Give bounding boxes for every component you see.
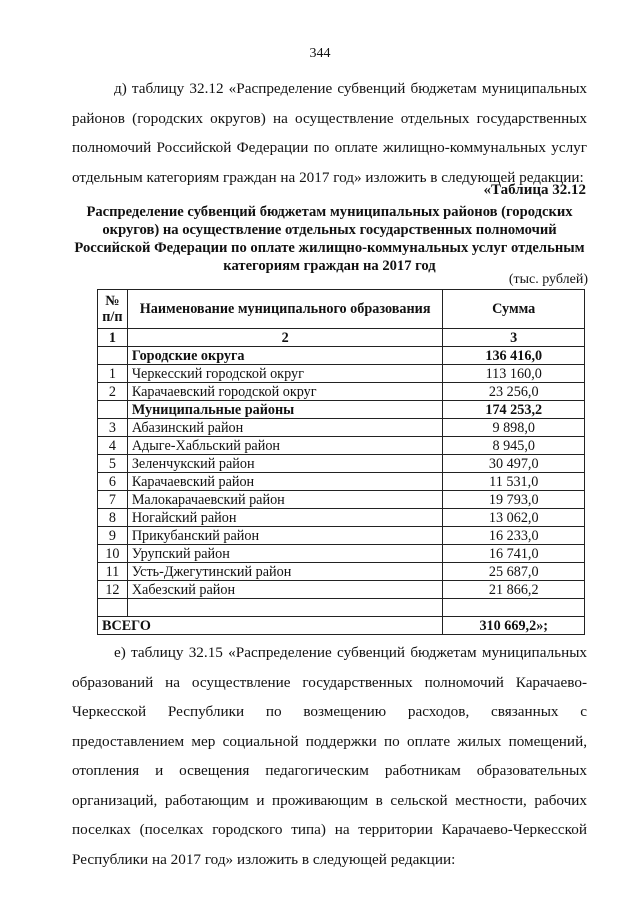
table-row bbox=[98, 509, 585, 527]
row-name: Малокарачаевский район bbox=[127, 491, 443, 509]
row-sum: 16 741,0 bbox=[443, 545, 585, 563]
row-sum: 25 687,0 bbox=[443, 563, 585, 581]
row-name: Хабезский район bbox=[127, 581, 443, 599]
table-row bbox=[98, 491, 585, 509]
header-name: Наименование муниципального образования bbox=[127, 290, 443, 329]
column-numbers-row bbox=[98, 329, 585, 347]
total-label: ВСЕГО bbox=[98, 617, 443, 635]
table-row bbox=[98, 527, 585, 545]
row-sum: 21 866,2 bbox=[443, 581, 585, 599]
row-name: Карачаевский район bbox=[127, 473, 443, 491]
row-sum: 13 062,0 bbox=[443, 509, 585, 527]
row-number: 8 bbox=[98, 509, 128, 527]
group-sum: 174 253,2 bbox=[443, 401, 585, 419]
row-sum: 19 793,0 bbox=[443, 491, 585, 509]
row-name: Ногайский район bbox=[127, 509, 443, 527]
row-number: 11 bbox=[98, 563, 128, 581]
total-row bbox=[98, 617, 585, 635]
units-label: (тыс. рублей) bbox=[508, 272, 588, 287]
row-number: 2 bbox=[98, 383, 128, 401]
row-sum: 113 160,0 bbox=[443, 365, 585, 383]
intro-paragraph: д) таблицу 32.12 «Распределение субвенций бюджетам муниципальных районов (городских округов) на осуществление отдельных государственных полномочий Российской Федерации по оплате жилищно-коммунальных услуг отдельным категориям граждан на 2017 год» изложить в следующей редакции: bbox=[72, 80, 587, 186]
row-sum: 11 531,0 bbox=[443, 473, 585, 491]
table-row bbox=[98, 473, 585, 491]
group-row-districts bbox=[98, 401, 585, 419]
row-name: Усть-Джегутинский район bbox=[127, 563, 443, 581]
table-header-row bbox=[98, 290, 585, 329]
row-name: Абазинский район bbox=[127, 419, 443, 437]
table-title: Распределение субвенций бюджетам муниципальных районов (городских округов) на осуществление отдельных государственных полномочий Российской Федерации по оплате жилищно-коммунальных услуг отдельным категориям граждан на 2017 год bbox=[74, 204, 585, 274]
row-number: 4 bbox=[98, 437, 128, 455]
table-row bbox=[98, 563, 585, 581]
group-sum: 136 416,0 bbox=[443, 347, 585, 365]
row-number: 1 bbox=[98, 365, 128, 383]
header-number: № п/п bbox=[98, 290, 128, 329]
row-number: 12 bbox=[98, 581, 128, 599]
row-name: Урупский район bbox=[127, 545, 443, 563]
column-number-1: 1 bbox=[98, 329, 128, 347]
table-row bbox=[98, 383, 585, 401]
blank-row bbox=[98, 599, 585, 617]
column-number-3: 3 bbox=[443, 329, 585, 347]
table-row bbox=[98, 419, 585, 437]
table-caption: «Таблица 32.12 bbox=[483, 182, 586, 198]
row-name: Адыге-Хабльский район bbox=[127, 437, 443, 455]
group-name: Муниципальные районы bbox=[127, 401, 443, 419]
row-sum: 16 233,0 bbox=[443, 527, 585, 545]
table-row bbox=[98, 365, 585, 383]
row-number: 6 bbox=[98, 473, 128, 491]
row-number: 3 bbox=[98, 419, 128, 437]
row-name: Зеленчукский район bbox=[127, 455, 443, 473]
group-row-urban bbox=[98, 347, 585, 365]
table-row bbox=[98, 437, 585, 455]
header-sum: Сумма bbox=[443, 290, 585, 329]
row-number: 5 bbox=[98, 455, 128, 473]
row-sum: 23 256,0 bbox=[443, 383, 585, 401]
row-sum: 8 945,0 bbox=[443, 437, 585, 455]
closing-paragraph: е) таблицу 32.15 «Распределение субвенций бюджетам муниципальных образований на осуществление государственных полномочий Карачаево-Черкесской Республики по возмещению расходов, связанных с предоставлением мер социальной поддержки по оплате жилых помещений, отопления и освещения педагогическим работникам образовательных организаций, работающим и проживающим в сельской местности, рабочих поселках (поселках городского типа) на территории Карачаево-Черкесской Республики на 2017 год» изложить в следующей редакции: bbox=[72, 644, 587, 868]
group-name: Городские округа bbox=[127, 347, 443, 365]
table-row bbox=[98, 545, 585, 563]
row-sum: 9 898,0 bbox=[443, 419, 585, 437]
row-number: 7 bbox=[98, 491, 128, 509]
row-name: Прикубанский район bbox=[127, 527, 443, 545]
row-name: Карачаевский городской округ bbox=[127, 383, 443, 401]
row-sum: 30 497,0 bbox=[443, 455, 585, 473]
row-number: 10 bbox=[98, 545, 128, 563]
row-number: 9 bbox=[98, 527, 128, 545]
page-number: 344 bbox=[309, 46, 331, 61]
total-sum: 310 669,2»; bbox=[443, 617, 585, 635]
column-number-2: 2 bbox=[127, 329, 443, 347]
row-name: Черкесский городской округ bbox=[127, 365, 443, 383]
table-row bbox=[98, 455, 585, 473]
table-row bbox=[98, 581, 585, 599]
subventions-table bbox=[97, 289, 585, 635]
